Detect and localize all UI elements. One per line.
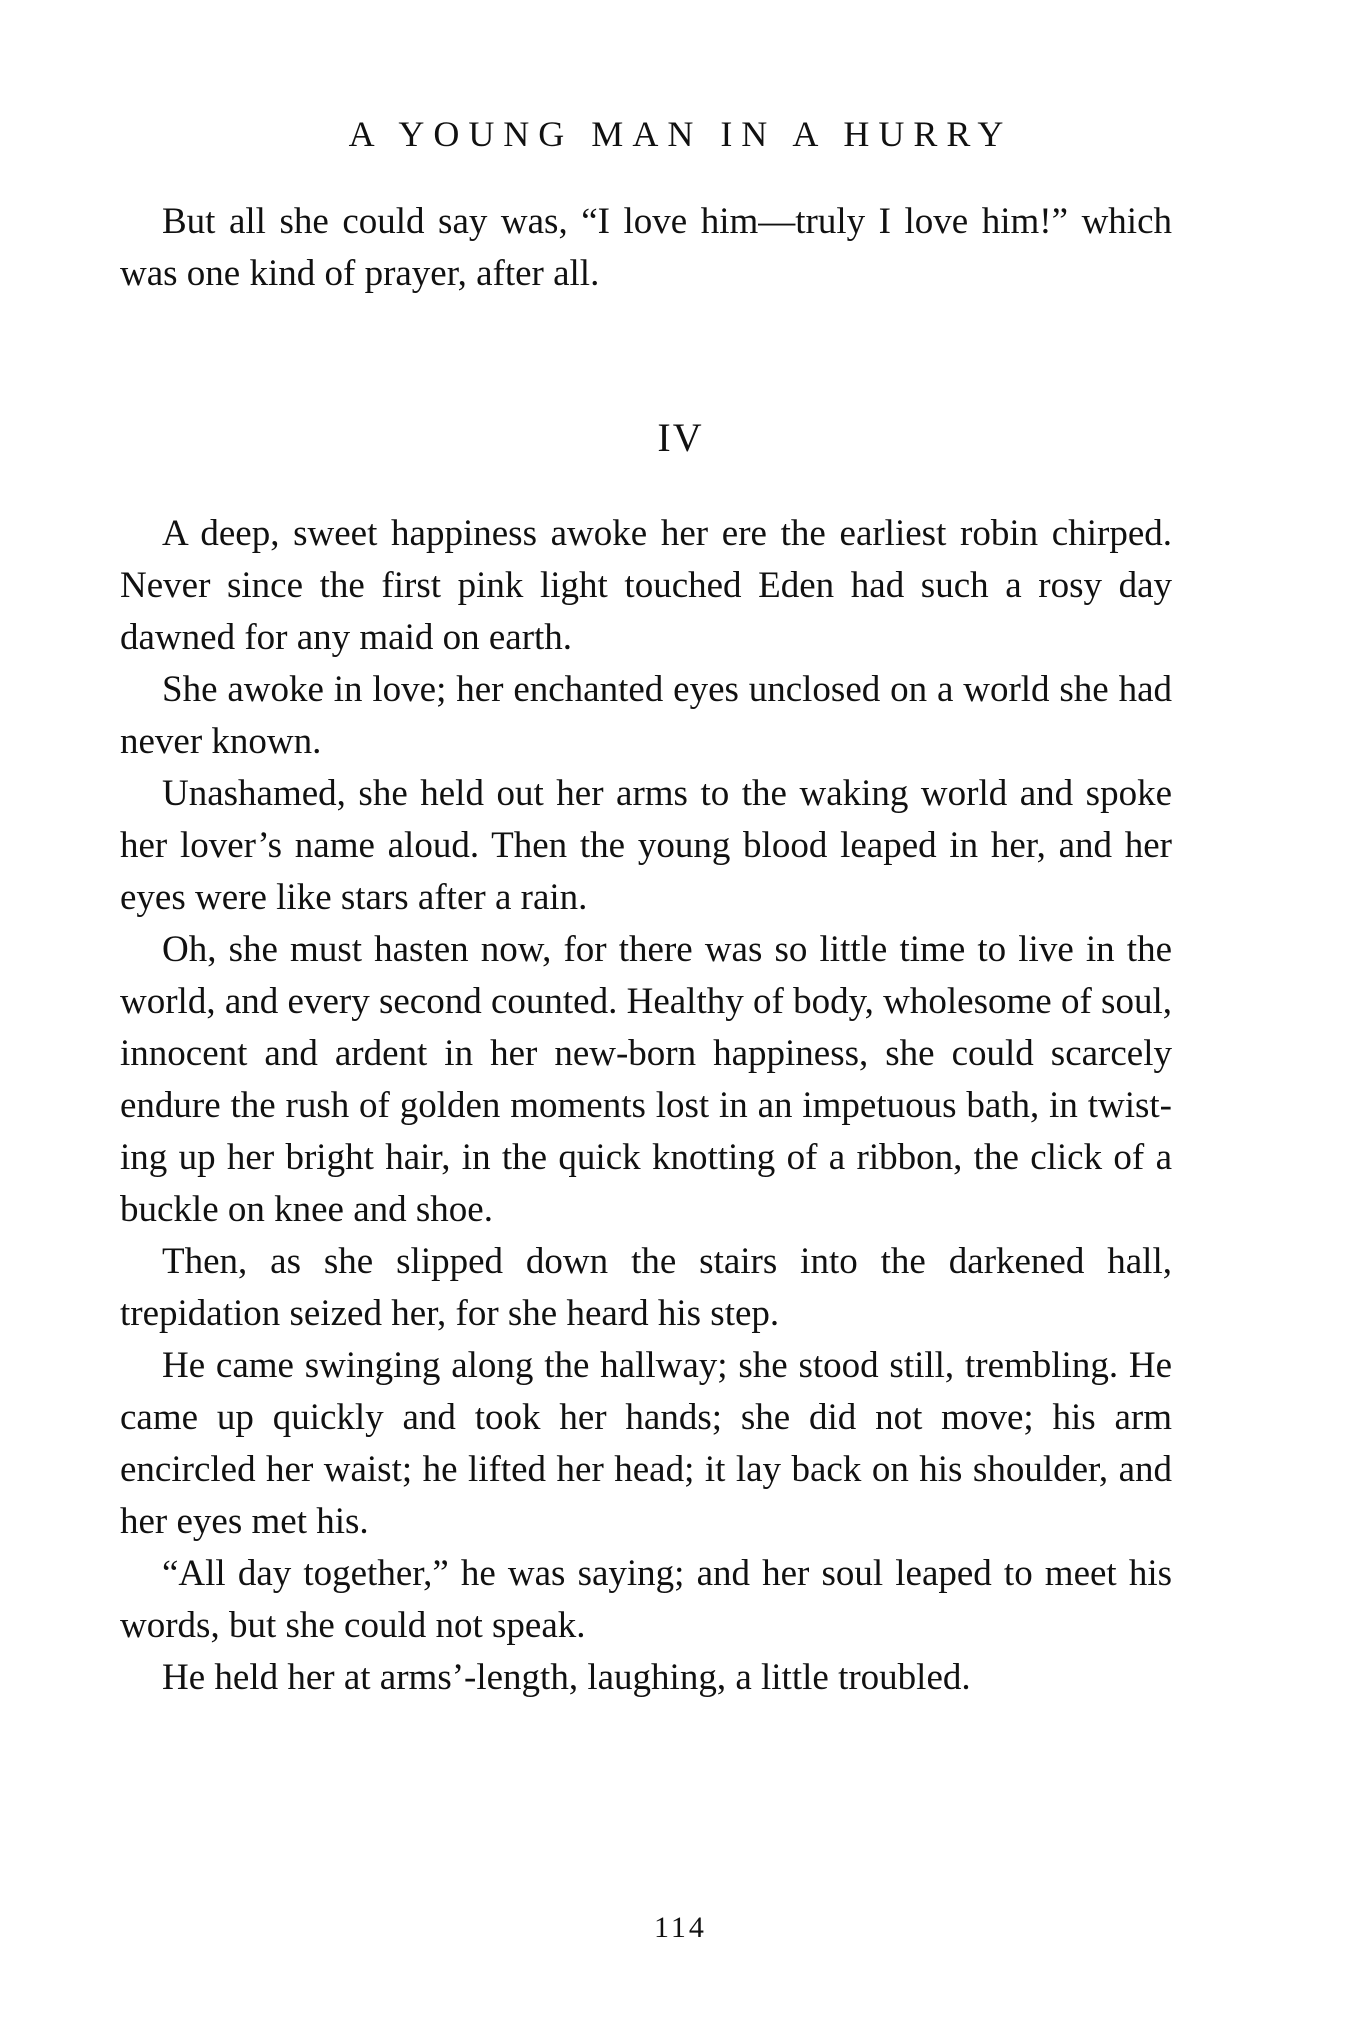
paragraph: A deep, sweet happiness awoke her ere the earliest robin chirped. Never since the first pink light touched Eden had such a rosy day dawned for any maid on earth. bbox=[120, 513, 1172, 658]
paragraph: Unashamed, she held out her arms to the waking world and spoke her lover’s name aloud. Then the young blood leaped in her, and her eyes were like stars after a rain. bbox=[120, 773, 1172, 918]
paragraph: He held her at arms’-length, laughing, a little troubled. bbox=[162, 1657, 971, 1698]
paragraph: Oh, she must hasten now, for there was so little time to live in the world, and every second counted. Healthy of body, wholesome of soul, innocent and ardent in her new-born happiness, she could scarcely endure the rush of golden moments lost in an impetuous bath, in twisting up her bright hair, in the quick knotting of a ribbon, the click of a buckle on knee and shoe. bbox=[120, 929, 1172, 1230]
section-text bbox=[120, 508, 1172, 1704]
page-number: 114 bbox=[654, 1911, 707, 1944]
paragraph: But all she could say was, “I love him—truly I love him!” which was one kind of prayer, after all. bbox=[120, 201, 1172, 294]
opening-text bbox=[120, 196, 1172, 300]
paragraph: Then, as she slipped down the stairs into the darkened hall, trepidation seized her, for she heard his step. bbox=[120, 1241, 1172, 1334]
section-heading: IV bbox=[657, 415, 704, 460]
paragraph: He came swinging along the hallway; she stood still, trembling. He came up quickly and took her hands; she did not move; his arm encircled her waist; he lifted her head; it lay back on his shoulder, and her eyes met his. bbox=[120, 1345, 1172, 1542]
paragraph: She awoke in love; her enchanted eyes unclosed on a world she had never known. bbox=[120, 669, 1172, 762]
paragraph: “All day together,” he was saying; and her soul leaped to meet his words, but she could not speak. bbox=[120, 1553, 1172, 1646]
running-head: A YOUNG MAN IN A HURRY bbox=[348, 114, 1013, 154]
